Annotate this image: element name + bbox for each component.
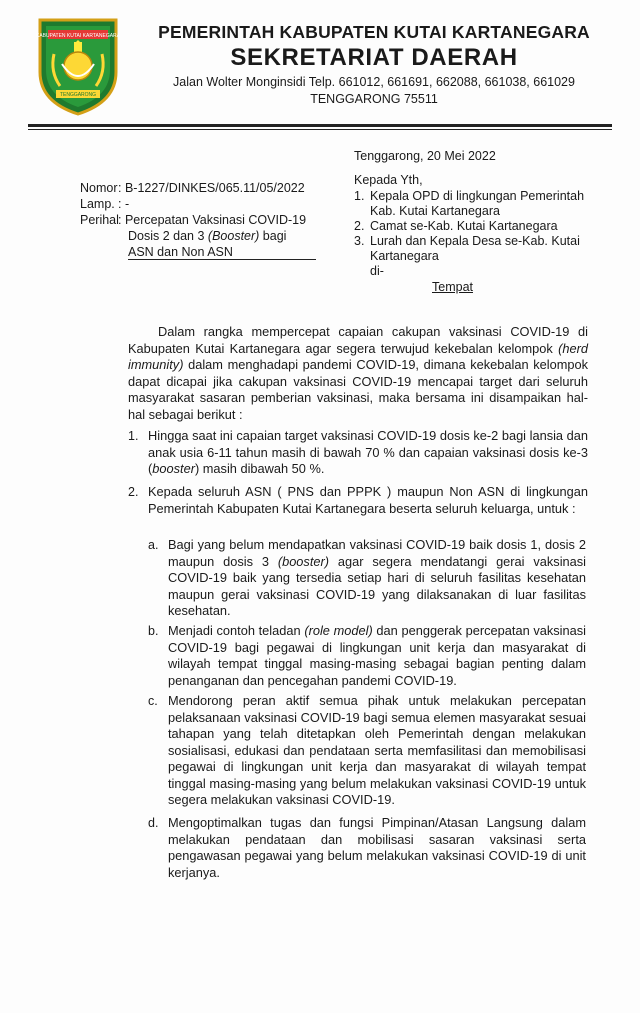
subpoint-a-text: Bagi yang belum mendapatkan vaksinasi COVID-19 baik dosis 1, dosis 2 maupun dosis 3 (booster) agar segera mendatangi gerai vaksinasi COVID-19 baik yang tersedia setiap hari di seluruh fasilitas kesehatan maupun gerai vaksinasi COVID-19 yang dilaksanakan di luar fasilitas kesehatan. [168,537,587,618]
point-1-text: Hingga saat ini capaian target vaksinasi COVID-19 dosis ke-2 bagi lansia dan anak usia 6-11 tahun masih di bawah 70 % dan capaian vaksinasi dosis ke-3 (booster) masih dibawah 50 %. [148,428,588,476]
perihal-line-3: ASN dan Non ASN [128,245,233,259]
letterhead-thin-rule [28,129,612,130]
tempat-label: Tempat [432,280,473,294]
letterhead-government: PEMERINTAH KABUPATEN KUTAI KARTANEGARA [158,22,590,42]
perihal-label: Perihal [80,213,119,227]
letterhead-office: SEKRETARIAT DAERAH [230,44,518,71]
lamp-label: Lamp. [80,197,115,211]
perihal-line-1: : Percepatan Vaksinasi COVID-19 [118,213,307,227]
perihal-line-2: Dosis 2 dan 3 (Booster) bagi [128,229,287,243]
recipients-header: Kepada Yth, [354,173,423,187]
recipient-3-line-1: Lurah dan Kepala Desa se-Kab. Kutai [370,234,580,248]
recipient-1-line-1: Kepala OPD di lingkungan Pemerintah [370,189,585,203]
recipient-2-num: 2. [354,219,365,233]
perihal-underline [128,259,316,260]
point-1-number: 1. [128,429,139,443]
subpoint-a-letter: a. [148,538,159,552]
point-2-text: Kepada seluruh ASN ( PNS dan PPPK ) maupun Non ASN di lingkungan Pemerintah Kabupaten Kutai Kartanegara beserta seluruh keluarga, untuk : [148,484,588,516]
letter-date: Tenggarong, 20 Mei 2022 [354,149,496,163]
point-2-number: 2. [128,485,139,499]
subpoint-d-letter: d. [148,816,159,830]
lamp-value: : - [118,197,130,211]
logo-bottom-text: TENGGARONG [59,92,97,98]
nomor-value: : B-1227/DINKES/065.11/05/2022 [118,181,305,195]
intro-paragraph: Dalam rangka mempercepat capaian cakupan vaksinasi COVID-19 di Kabupaten Kutai Kartanegara agar segera terwujud kekebalan kelompok (herd immunity) dalam menghadapi pandemi COVID-19, dimana kekebalan kelompok dapat dicapai jika cakupan vaksinasi COVID-19 mencapai target dari seluruh masyarakat sasaran pemberian vaksinasi, maka bersama ini disampaikan hal-hal sebagai berikut : [128,324,588,422]
letterhead-thick-rule [28,124,612,127]
logo-top-text: KABUPATEN KUTAI KARTANEGARA [36,33,120,39]
kutai-kartanegara-emblem-icon [34,14,122,118]
nomor-label: Nomor [80,181,118,195]
subpoint-b-text: Menjadi contoh teladan (role model) dan penggerak percepatan vaksinasi COVID-19 bagi pegawai di lingkungan unit kerja dan masyarakat di wilayah tempat tinggal masing-masing sebagai bagian penting dalam penanganan dan pencegahan pandemi COVID-19. [168,623,587,688]
subpoint-b-letter: b. [148,624,159,638]
recipient-3-num: 3. [354,234,365,248]
recipient-3-line-2: Kartanegara [370,249,439,263]
recipient-1-line-2: Kab. Kutai Kartanegara [370,204,500,218]
subpoint-c-letter: c. [148,694,158,708]
subpoint-c-text: Mendorong peran aktif semua pihak untuk melakukan percepatan pelaksanaan vaksinasi COVID-19 bagi semua elemen masyarakat sesuai tahapan yang telah ditetapkan oleh Pemerintah dengan melakukan sosialisasi, edukasi dan pendataan serta memfasilitasi dan memobilisasi pegawai di lingkungan unit kerja dan masyarakat di wilayah tempat tinggal masing-masing yang belum melakukan vaksinasi COVID-19 untuk segera melakukan vaksinasi COVID-19. [168,693,586,807]
recipient-2-line-1: Camat se-Kab. Kutai Kartanegara [370,219,558,233]
subpoint-d-text: Mengoptimalkan tugas dan fungsi Pimpinan/Atasan Langsung dalam melakukan pendataan dan mobilisasi sasaran vaksinasi serta pengawasan pegawai yang belum melakukan vaksinasi COVID-19 di unit kerjanya. [168,815,586,880]
di-label: di- [370,264,384,278]
letterhead-address: Jalan Wolter Monginsidi Telp. 661012, 661691, 662088, 661038, 661029 [173,75,575,89]
recipient-1-num: 1. [354,189,365,203]
letterhead-city: TENGGARONG 75511 [310,92,438,106]
